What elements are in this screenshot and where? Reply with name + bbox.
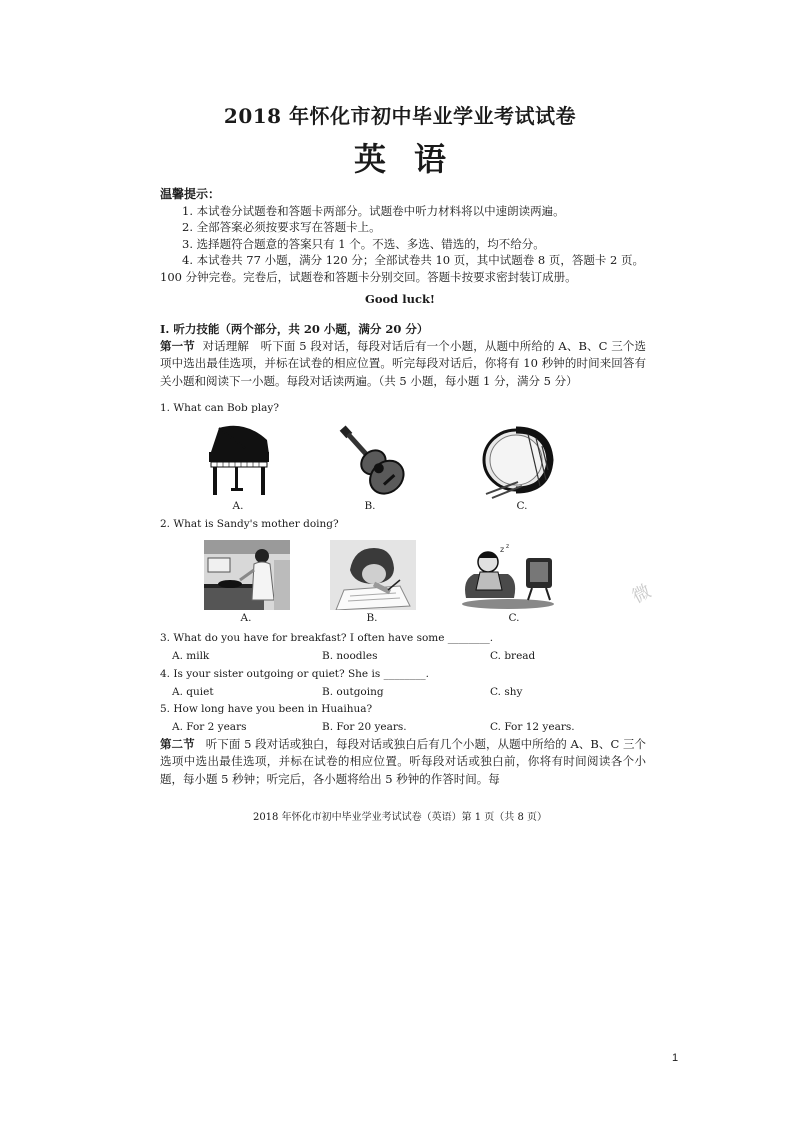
svg-text:z: z	[500, 545, 505, 554]
svg-text:z: z	[506, 543, 510, 550]
section2-label: 第二节	[160, 737, 195, 751]
image-label-a: A.	[232, 500, 244, 512]
tip-continuation: 100 分钟完卷。完卷后，试题卷和答题卡分别交回。答题卡按要求密封装订成册。	[160, 269, 577, 284]
part1-heading: Ⅰ. 听力技能（两个部分，共 20 小题，满分 20 分）	[160, 322, 429, 336]
watching-tv-image	[458, 540, 558, 610]
image-label-b: B.	[366, 612, 378, 624]
piano-image	[205, 418, 275, 498]
option-a: A. quiet	[172, 686, 214, 698]
option-b: B. For 20 years.	[322, 721, 407, 733]
option-b: B. outgoing	[322, 686, 384, 698]
page-footer: 2018 年怀化市初中毕业学业考试试卷（英语）第 1 页（共 8 页）	[252, 812, 548, 823]
section1-paragraph	[160, 338, 646, 390]
image-label-a: A.	[240, 612, 252, 624]
option-a: A. milk	[172, 650, 210, 662]
section1-label: 第一节	[160, 339, 195, 353]
option-c: C. shy	[490, 686, 523, 698]
tip-item: 2. 全部答案必须按要求写在答题卡上。	[182, 220, 381, 235]
cooking-image	[204, 540, 290, 610]
image-label-c: C.	[516, 500, 528, 512]
tip-item: 1. 本试卷分试题卷和答题卡两部分。试题卷中听力材料将以中速朗读两遍。	[182, 203, 565, 218]
tip-item: 4. 本试卷共 77 小题，满分 120 分；全部试卷共 10 页，其中试题卷 8 页，答题卡 2 页。	[182, 253, 645, 268]
subject-title: 英语	[353, 140, 474, 178]
tips-heading: 温馨提示：	[160, 187, 221, 201]
section2-text: 听下面 5 段对话或独白，每段对话或独白后有几个小题，从题中所给的 A、B、C 三个选项中选出最佳选项，并标在试卷的相应位置。听每段对话或独白前，你将有时间阅读各个小题，每小题 5 秒钟；听完后，各小题将给出 5 秒钟的作答时间。每	[160, 737, 646, 786]
question-2: 2. What is Sandy's mother doing?	[160, 518, 339, 530]
drum-image	[478, 424, 558, 500]
question-5: 5. How long have you been in Huaihua?	[160, 703, 373, 715]
question-1: 1. What can Bob play?	[160, 402, 279, 414]
image-label-b: B.	[364, 500, 376, 512]
watermark: 微	[628, 580, 655, 608]
question-4: 4. Is your sister outgoing or quiet? She is ________.	[160, 668, 429, 680]
option-b: B. noodles	[322, 650, 378, 662]
writing-image	[330, 540, 416, 610]
tip-item: 3. 选择题符合题意的答案只有 1 个。不选、多选、错选的，均不给分。	[182, 236, 545, 251]
section2-paragraph	[160, 736, 646, 788]
section1-text: 对话理解 听下面 5 段对话，每段对话后有一个小题，从题中所给的 A、B、C 三个选项中选出最佳选项，并标在试卷的相应位置。听完每段对话后，你将有 10 秒钟的时间来回答有关小题和阅读下一小题。每段对话读两遍。（共 5 小题，每小题 1 分，满分 5 分）	[160, 339, 646, 388]
good-luck: Good luck!	[365, 292, 435, 306]
option-a: A. For 2 years	[172, 721, 247, 733]
guitar-image	[330, 420, 410, 498]
question-3: 3. What do you have for breakfast? I often have some ________.	[160, 632, 494, 644]
option-c: C. bread	[490, 650, 536, 662]
tips-block	[160, 186, 660, 286]
exam-title: 2018 年怀化市初中毕业学业考试试卷	[223, 104, 577, 128]
page-number: 1	[672, 1052, 679, 1064]
option-c: C. For 12 years.	[490, 721, 575, 733]
image-label-c: C.	[508, 612, 520, 624]
